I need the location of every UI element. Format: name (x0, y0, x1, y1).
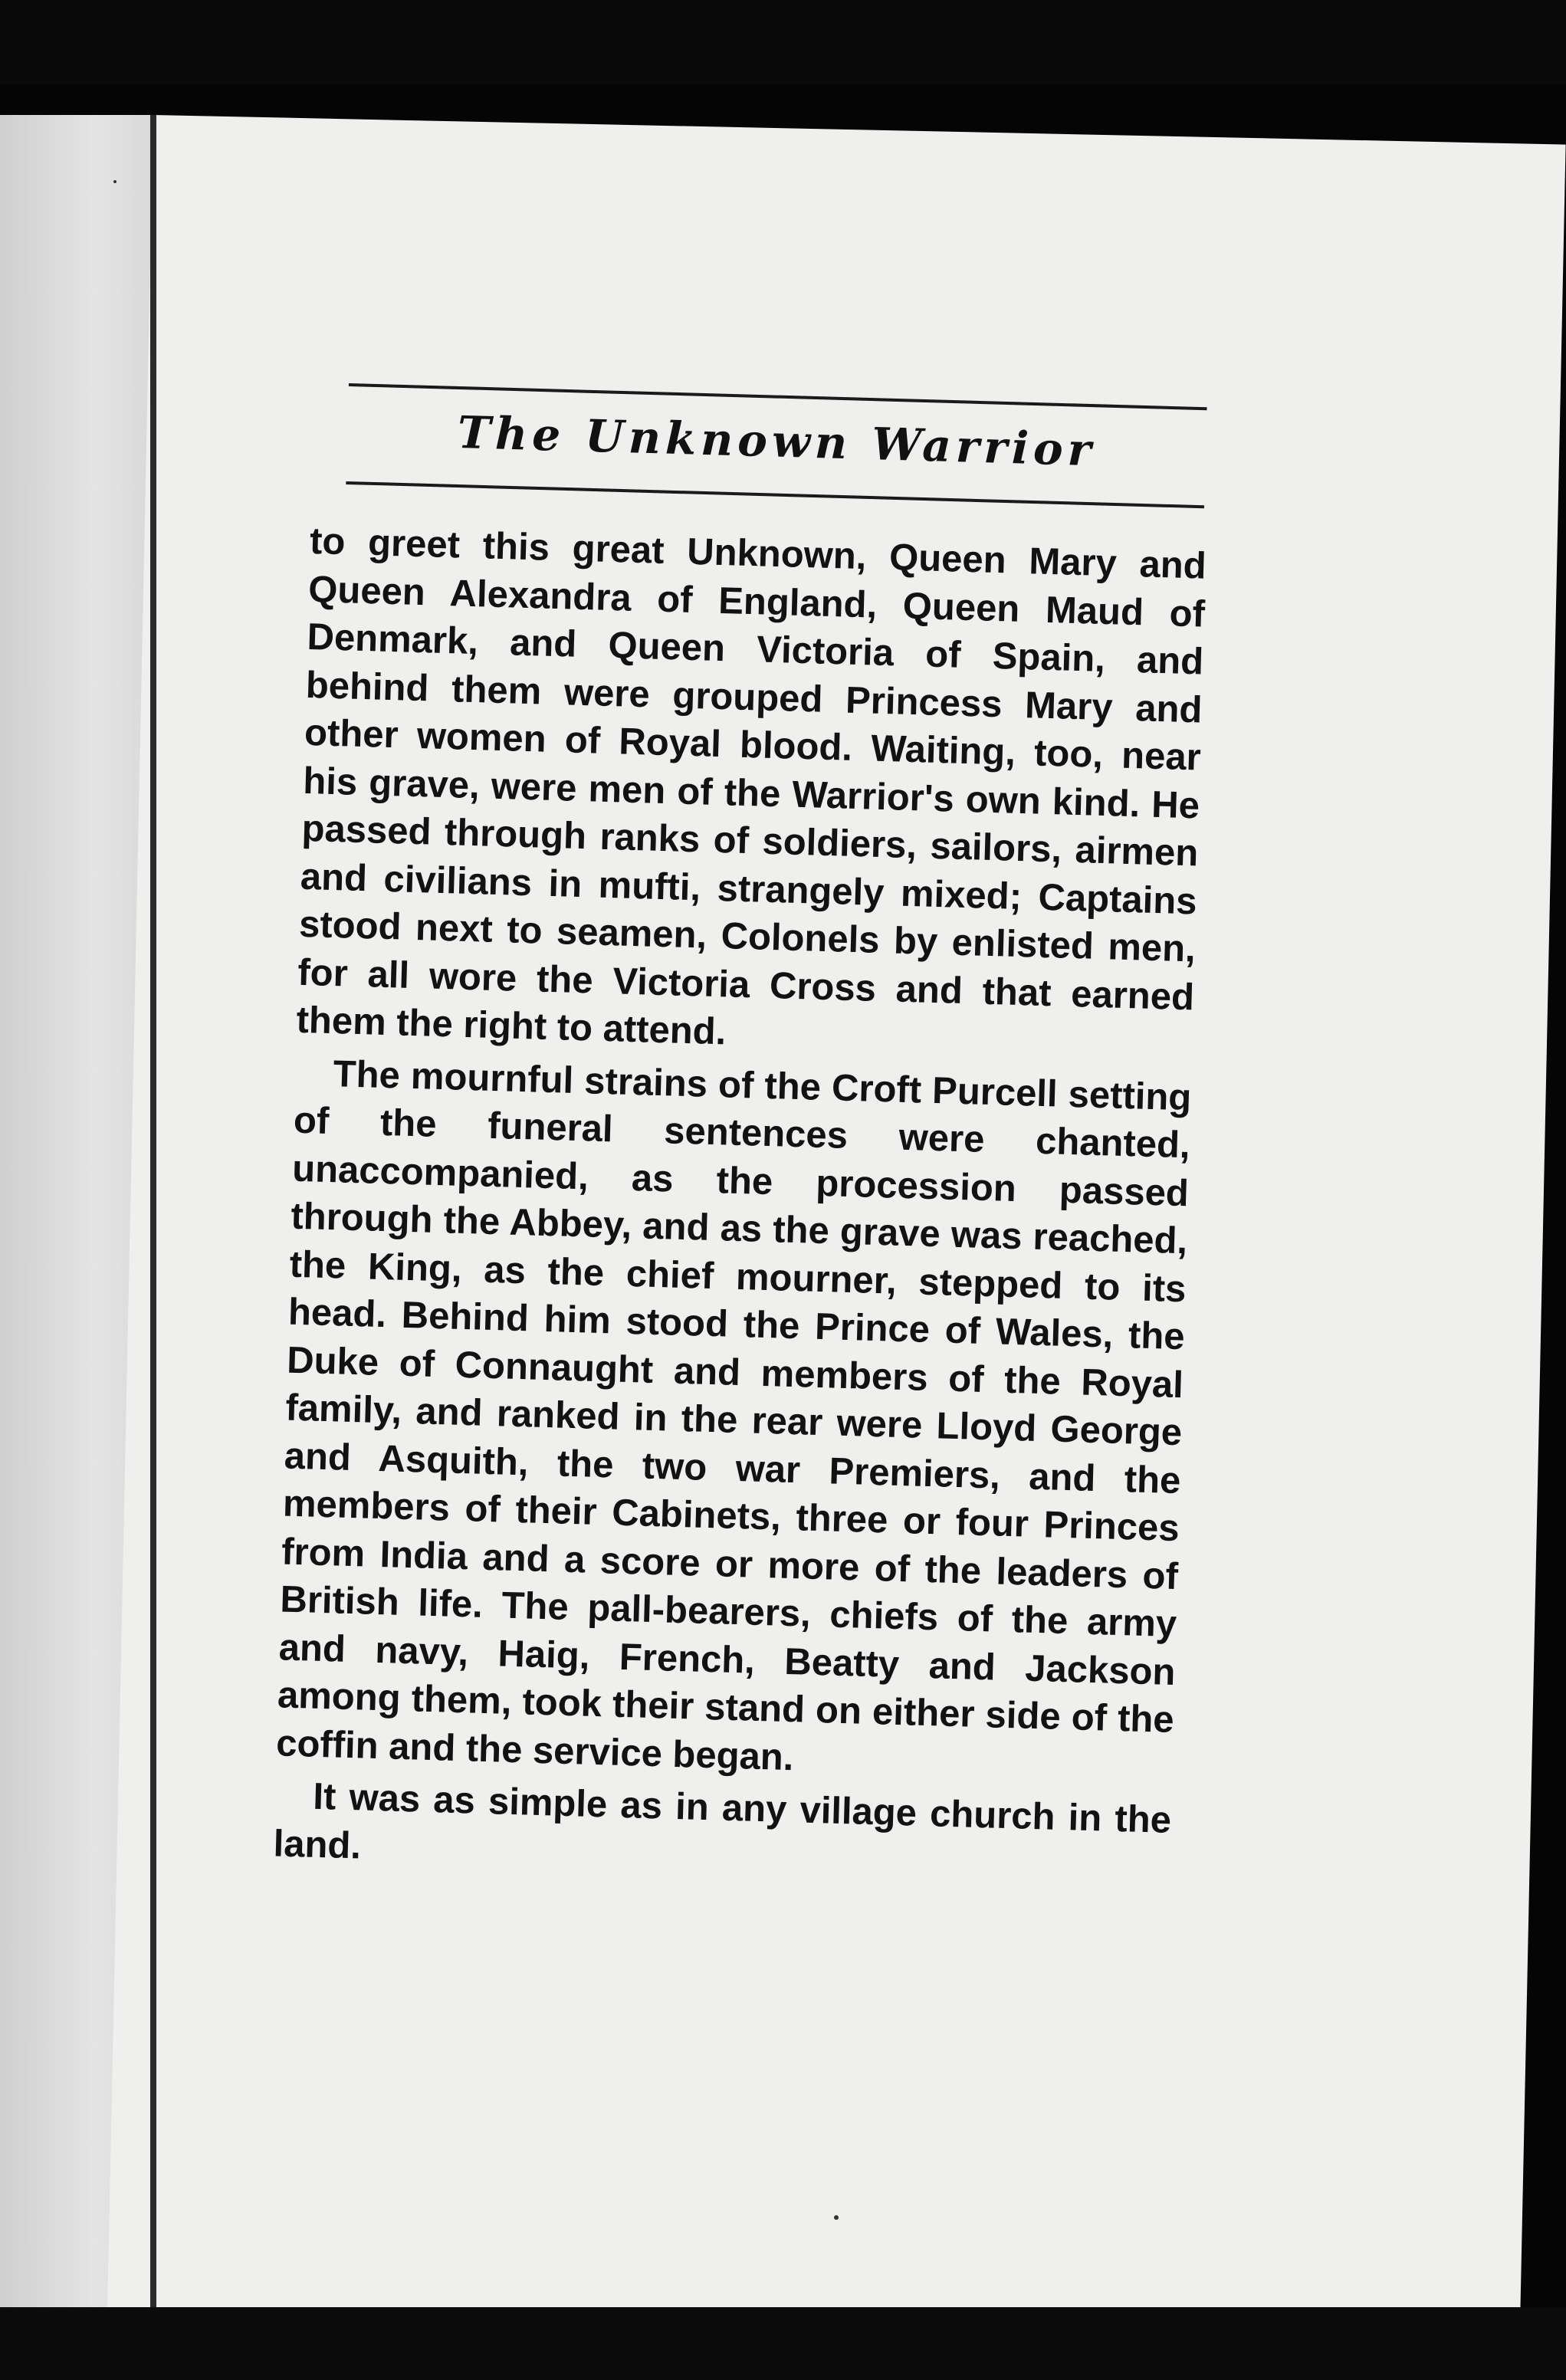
page-body-text (273, 517, 1207, 1897)
paragraph-2: The mournful strains of the Croft Purcell setting of the funeral sentences were chanted, unaccompanied, as the procession passed through the Abbey, and as the grave was reached, the King, as the chief mourner, stepped to its head. Behind him stood the Prince of Wales, the Duke of Connaught and members of the Royal family, and ranked in the rear were Lloyd George and Asquith, the two war Premiers, and the members of their Cabinets, three or four Princes from India and a score or more of the leaders of British life. The pall-bearers, chiefs of the army and navy, Haig, French, Beatty and Jackson among them, took their stand on either side of the coffin and the service began. (275, 1052, 1193, 1778)
running-head-title: The Unknown Warrior (457, 406, 1097, 477)
scan-speck (113, 180, 117, 183)
scan-speck (834, 2215, 839, 2220)
scan-top-border (0, 0, 1566, 84)
page-gutter-edge (150, 115, 156, 2319)
paragraph-1: to greet this great Unknown, Queen Mary and Queen Alexandra of England, Queen Maud of Denmark, and Queen Victoria of Spain, and behind them were grouped Princess Mary and other women of Royal blood. Waiting, too, near his grave, were men of the Warrior's own kind. He passed through ranks of soldiers, sailors, airmen and civilians in mufti, strangely mixed; Captains stood next to seamen, Colonels by enlisted men, for all wore the Victoria Cross and that earned them the right to attend. (295, 520, 1207, 1053)
paragraph-3: It was as simple as in any village church in the land. (272, 1775, 1172, 1867)
scan-bottom-border (0, 2307, 1566, 2380)
